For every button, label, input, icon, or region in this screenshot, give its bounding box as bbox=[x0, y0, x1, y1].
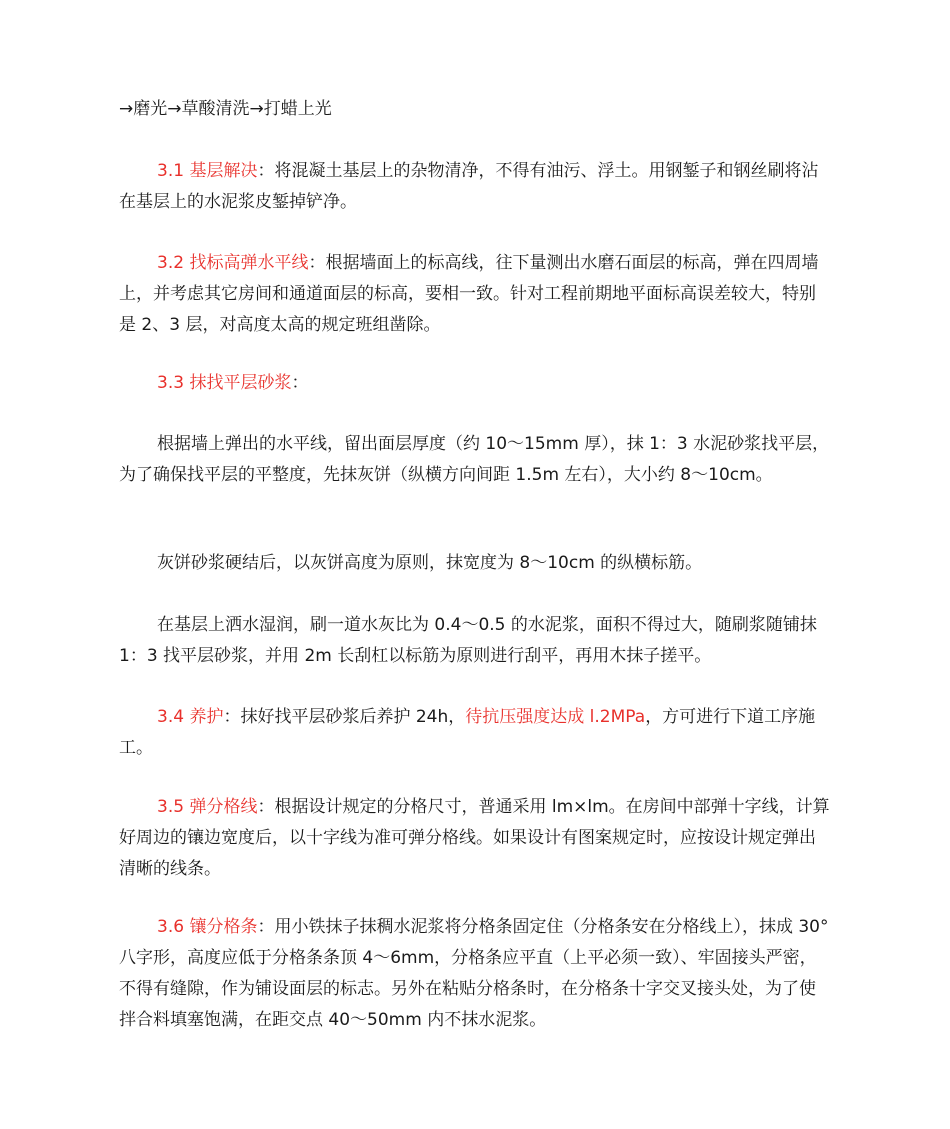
flow-line-text: →磨光→草酸清洗→打蜡上光 bbox=[119, 99, 332, 119]
section-3-4-body-after: ，方可进行下道工序施工。 bbox=[119, 707, 816, 758]
section-3-5-body: ：根据设计规定的分格尺寸，普通采用 lm×lm。在房间中部弹十字线，计算好周边的镶边宽度后，以十字线为准可弹分格线。如果设计有图案规定时，应按设计规定弹出清晰的线条。 bbox=[119, 797, 830, 879]
section-3-4-body-before: ：抹好找平层砂浆后养护 24h， bbox=[223, 707, 466, 727]
section-3-6 bbox=[119, 912, 831, 1036]
section-3-3-p1-text: 根据墙上弹出的水平线，留出面层厚度（约 10～15mm 厚），抹 1：3 水泥砂浆找平层，为了确保找平层的平整度，先抹灰饼（纵横方向间距 1.5m 左右），大小约 8～10cm。 bbox=[119, 434, 830, 485]
section-3-3-heading: 3.3 抹找平层砂浆 bbox=[157, 373, 292, 393]
section-3-4-heading: 3.4 养护 bbox=[157, 707, 224, 727]
section-3-4 bbox=[119, 702, 831, 764]
section-3-5-heading: 3.5 弹分格线 bbox=[157, 797, 258, 817]
section-3-2 bbox=[119, 248, 831, 341]
section-3-3-paragraph-2 bbox=[119, 548, 831, 579]
section-3-4-highlight: 待抗压强度达成 l.2MPa bbox=[465, 707, 646, 727]
section-3-1-body: ：将混凝土基层上的杂物清净，不得有油污、浮土。用钢錾子和钢丝刷将沾在基层上的水泥浆皮錾掉铲净。 bbox=[119, 161, 819, 212]
section-3-3-paragraph-3 bbox=[119, 610, 831, 672]
section-3-2-heading: 3.2 找标高弹水平线 bbox=[157, 253, 309, 273]
section-3-3-p3-text: 在基层上洒水湿润，刷一道水灰比为 0.4～0.5 的水泥浆，面积不得过大，随刷浆随铺抹 1：3 找平层砂浆，并用 2m 长刮杠以标筋为原则进行刮平，再用木抹子搓平。 bbox=[119, 615, 817, 666]
section-3-3 bbox=[119, 368, 831, 399]
section-3-5 bbox=[119, 792, 831, 885]
section-3-1 bbox=[119, 156, 831, 218]
section-3-3-heading-suffix: ： bbox=[291, 373, 309, 393]
section-3-2-body: ：根据墙面上的标高线，往下量测出水磨石面层的标高，弹在四周墙上，并考虑其它房间和通道面层的标高，要相一致。针对工程前期地平面标高误差较大，特别是 2、3 层，对高度太高的规定班组凿除。 bbox=[119, 253, 819, 335]
flow-line bbox=[119, 94, 831, 125]
section-3-1-heading: 3.1 基层解决 bbox=[157, 161, 258, 181]
section-3-3-p2-text: 灰饼砂浆硬结后，以灰饼高度为原则，抹宽度为 8～10cm 的纵横标筋。 bbox=[157, 553, 703, 573]
section-3-3-paragraph-1 bbox=[119, 429, 831, 491]
section-3-6-heading: 3.6 镶分格条 bbox=[157, 917, 258, 937]
section-3-6-body: ：用小铁抹子抹稠水泥浆将分格条固定住（分格条安在分格线上），抹成 30°八字形，高度应低于分格条条顶 4～6mm，分格条应平直（上平必须一致）、牢固接头严密，不得有缝隙，作为铺设面层的标志。另外在粘贴分格条时，在分格条十字交叉接头处，为了使拌合料填塞饱满，在距交点 40～50mm 内不抹水泥浆。 bbox=[119, 917, 829, 1030]
